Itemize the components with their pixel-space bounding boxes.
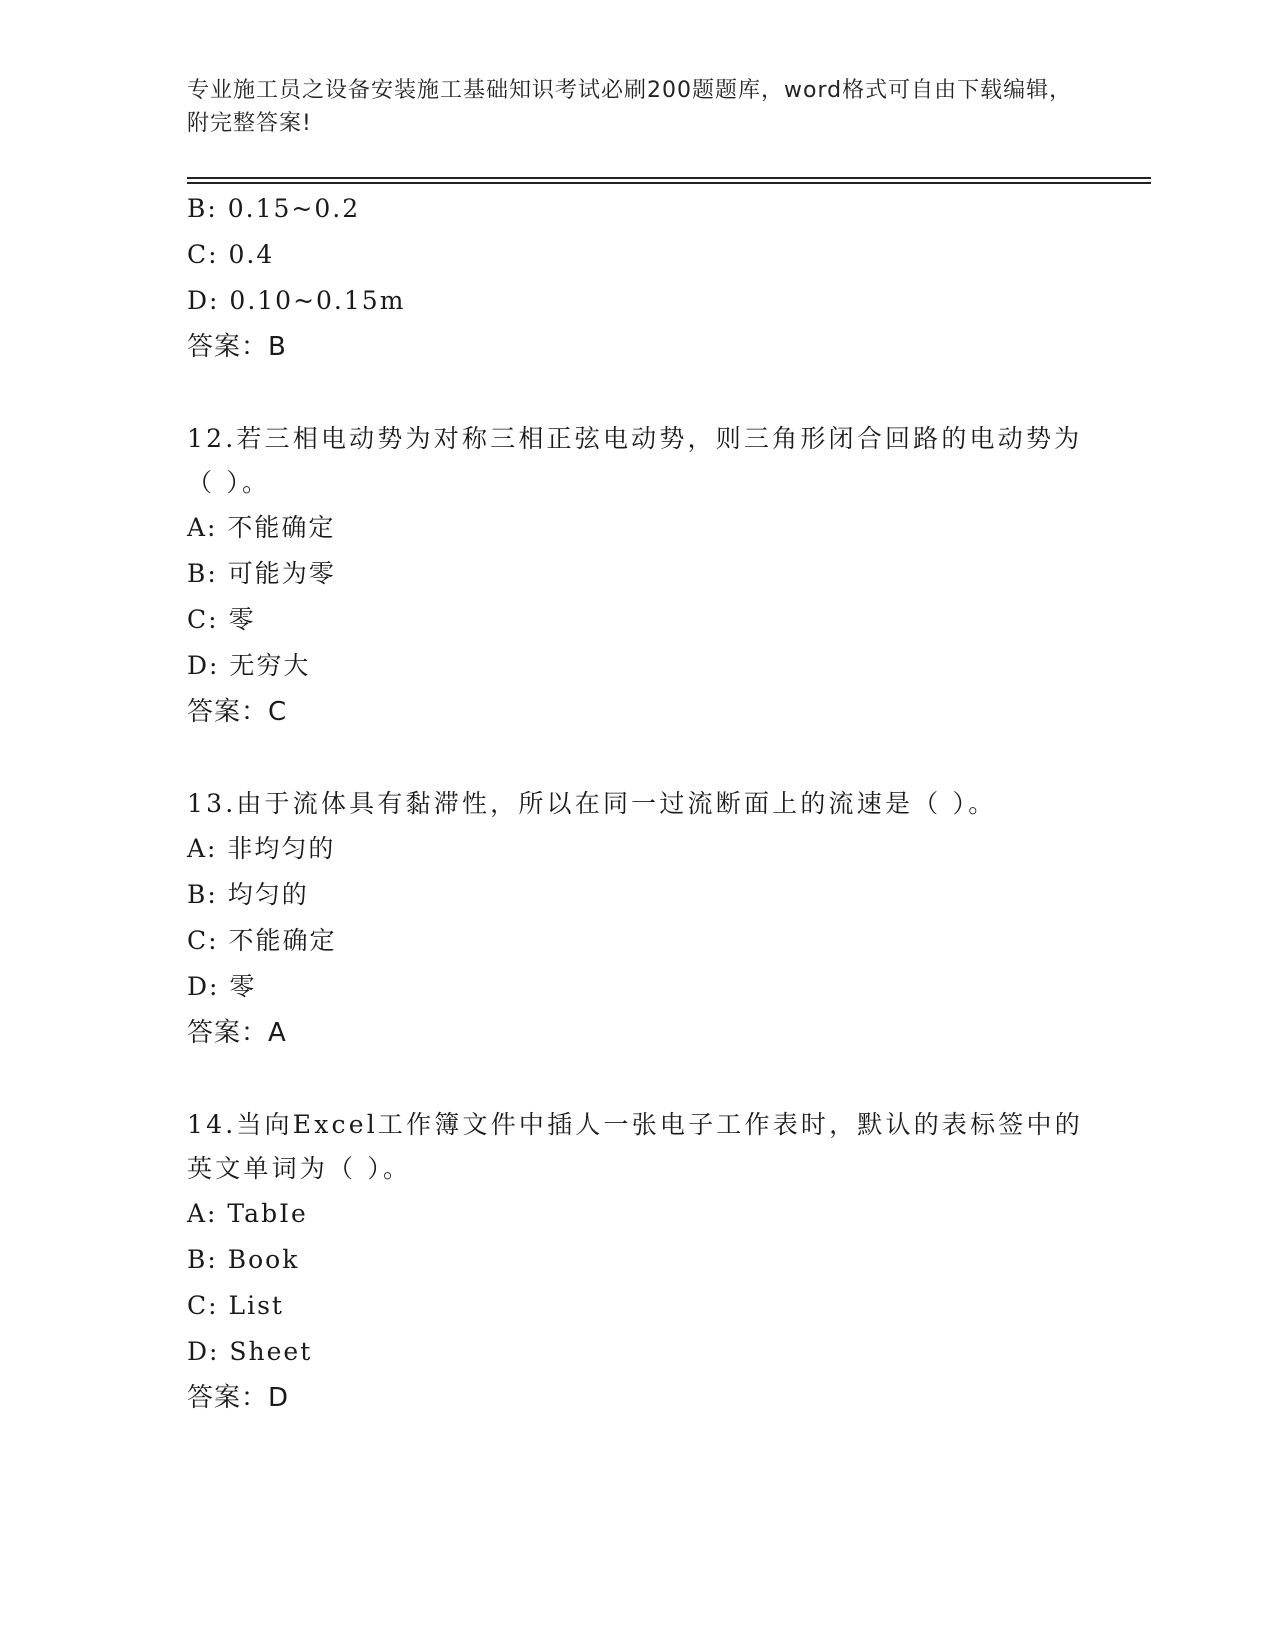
option-c: C: 零 [187, 605, 256, 634]
option-c: C: 0.4 [187, 240, 275, 269]
answer-label: 答案：D [187, 1383, 290, 1413]
option-c: C: List [187, 1291, 284, 1320]
option-c: C: 不能确定 [187, 926, 337, 955]
header-rule-top [187, 177, 1151, 179]
option-d: D: Sheet [187, 1337, 313, 1366]
answer-label: 答案：A [187, 1018, 287, 1048]
option-a: A: 不能确定 [187, 513, 336, 542]
option-b: B: Book [187, 1245, 300, 1274]
option-b: B: 均匀的 [187, 880, 309, 909]
option-a: A: 非均匀的 [187, 834, 336, 863]
question-block [187, 1103, 1087, 1421]
header-rule-bottom [187, 182, 1151, 184]
question-block [187, 782, 1087, 1056]
answer-label: 答案：B [187, 332, 287, 362]
option-d: D: 无穷大 [187, 651, 311, 680]
question-text: 13.由于流体具有黏滞性，所以在同一过流断面上的流速是（ ）。 [187, 789, 997, 818]
option-d: D: 0.10~0.15m [187, 286, 406, 315]
answer-label: 答案：C [187, 697, 288, 727]
option-b: B: 0.15~0.2 [187, 194, 361, 223]
question-block [187, 186, 1087, 370]
question-list [187, 186, 1087, 1421]
document-header-title: 专业施工员之设备安装施工基础知识考试必刷200题题库，word格式可自由下载编辑，附完整答案! [187, 78, 1073, 136]
question-text: 14.当向Excel工作簿文件中插人一张电子工作表时，默认的表标签中的英文单词为（ ）。 [187, 1110, 1083, 1183]
question-text: 12.若三相电动势为对称三相正弦电动势，则三角形闭合回路的电动势为（ ）。 [187, 424, 1083, 497]
question-block [187, 417, 1087, 735]
option-d: D: 零 [187, 972, 257, 1001]
option-a: A: TabIe [187, 1199, 308, 1228]
option-b: B: 可能为零 [187, 559, 336, 588]
